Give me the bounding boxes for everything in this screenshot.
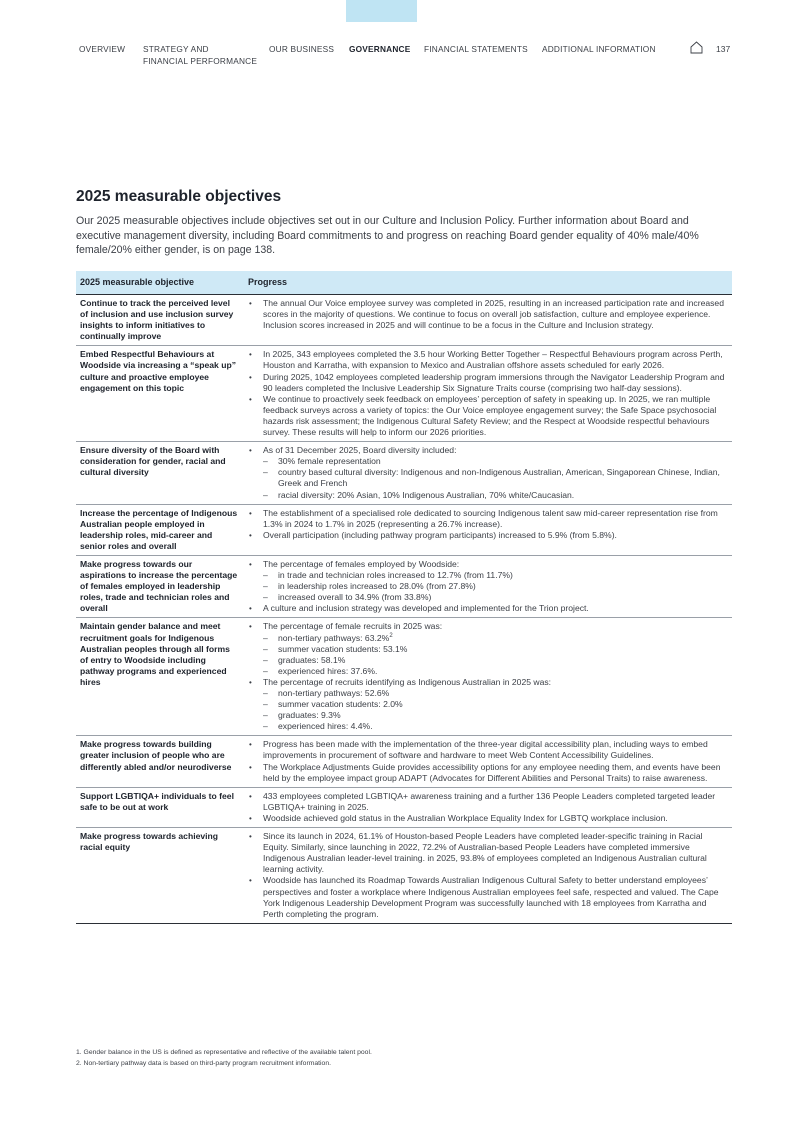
table-row	[76, 787, 732, 827]
objective-cell: Increase the percentage of Indigenous Australian people employed in leadership roles, mid-career and senior roles and overall	[76, 504, 244, 555]
table-row	[76, 618, 732, 736]
progress-subitem: – experienced hires: 37.6%.	[248, 666, 728, 677]
objective-cell: Maintain gender balance and meet recruitment goals for Indigenous Australian peoples through all forms of entry to Woodside including pathway programs and experienced hires	[76, 618, 244, 736]
progress-cell	[244, 618, 732, 736]
progress-bullet: • The annual Our Voice employee survey was completed in 2025, resulting in an increased participation rate and increased scores in the majority of questions. We continue to focus on overall job satisfaction, culture and employee experience. Inclusion scores increased in 2025 and will continue to be a focus in the Culture and Inclusion strategy.	[248, 298, 728, 331]
progress-bullet: • A culture and inclusion strategy was developed and implemented for the Trion project.	[248, 603, 728, 614]
progress-cell	[244, 442, 732, 504]
progress-subitem: – graduates: 58.1%	[248, 655, 728, 666]
progress-bullet: • The percentage of recruits identifying as Indigenous Australian in 2025 was:	[248, 677, 728, 688]
objective-cell: Support LGBTIQA+ individuals to feel safe to be out at work	[76, 787, 244, 827]
progress-bullet: • Woodside has launched its Roadmap Towards Australian Indigenous Cultural Safety to better understand employees’ perspectives and foster a workplace where Indigenous Australian employees feel safe, respected and valued. The Cape York Indigenous Leadership Development Program was successfully launched with 18 employees from Karratha and Perth completing the program.	[248, 875, 728, 919]
nav-additional-information[interactable]: ADDITIONAL INFORMATION	[542, 44, 656, 54]
progress-bullet: • The establishment of a specialised role dedicated to sourcing Indigenous talent saw mid-career representation rise from 1.3% in 2024 to 1.7% in 2025 (representing a 26.7% increase).	[248, 508, 728, 530]
progress-subitem	[248, 633, 728, 644]
home-icon[interactable]	[690, 41, 703, 54]
footnotes	[76, 1048, 372, 1069]
footnote: 1. Gender balance in the US is defined as representative and reflective of the available talent pool.	[76, 1049, 372, 1056]
progress-cell	[244, 346, 732, 442]
progress-bullet: • As of 31 December 2025, Board diversity included:	[248, 445, 728, 456]
progress-bullet: • Since its launch in 2024, 61.1% of Houston-based People Leaders have completed leader-specific training in Racial Equity. Similarly, since launching in 2022, 72.2% of Australian-based People Leaders have completed immersive Indigenous Australian leader-level training. in 2025, 93.8% of employees completed an Indigenous Australian cultural learning activity.	[248, 831, 728, 875]
progress-bullet: • Woodside achieved gold status in the Australian Workplace Equality Index for LGBTQ workplace inclusion.	[248, 813, 728, 824]
table-row	[76, 828, 732, 924]
progress-subitem: – summer vacation students: 53.1%	[248, 644, 728, 655]
objective-cell: Embed Respectful Behaviours at Woodside via increasing a “speak up” culture and proactive employee engagement on this topic	[76, 346, 244, 442]
objective-cell: Make progress towards achieving racial equity	[76, 828, 244, 924]
header-progress: Progress	[244, 271, 732, 295]
objective-cell: Ensure diversity of the Board with consideration for gender, racial and cultural diversity	[76, 442, 244, 504]
progress-bullet: • The percentage of female recruits in 2025 was:	[248, 621, 728, 632]
progress-bullet: • Progress has been made with the implementation of the three-year digital accessibility plan, including ways to embed improvements in procurement of software and hardware to meet Web Content Accessibility Guidelines.	[248, 739, 728, 761]
objective-cell: Continue to track the perceived level of inclusion and use inclusion survey insights to inform initiatives to continually improve	[76, 295, 244, 346]
nav-governance[interactable]: GOVERNANCE	[349, 44, 411, 54]
progress-subitem: – increased overall to 34.9% (from 33.8%)	[248, 592, 728, 603]
progress-cell	[244, 504, 732, 555]
progress-subitem: – in trade and technician roles increased to 12.7% (from 11.7%)	[248, 570, 728, 581]
progress-cell	[244, 736, 732, 787]
section-intro: Our 2025 measurable objectives include objectives set out in our Culture and Inclusion Policy. Further information about Board and executive management diversity, including Board commitments to and progress on reaching Board gender equality of 40% male/40% female/20% either gender, is on page 138.	[76, 215, 699, 257]
table-row	[76, 555, 732, 617]
footnote: 2. Non-tertiary pathway data is based on third-party program recruitment information.	[76, 1059, 331, 1067]
progress-subitem: – in leadership roles increased to 28.0% (from 27.8%)	[248, 581, 728, 592]
progress-subitem: – non-tertiary pathways: 52.6%	[248, 688, 728, 699]
nav-our-business[interactable]: OUR BUSINESS	[269, 44, 335, 54]
progress-bullet: • Overall participation (including pathway program participants) increased to 5.9% (from 5.8%).	[248, 530, 728, 541]
nav-financial-statements[interactable]: FINANCIAL STATEMENTS	[424, 44, 528, 54]
objective-cell: Make progress towards building greater inclusion of people who are differently abled and/or neurodiverse	[76, 736, 244, 787]
nav-overview[interactable]: OVERVIEW	[79, 44, 126, 54]
table-header-row	[76, 271, 732, 295]
footnote-ref: 2	[389, 632, 393, 639]
progress-bullet: • In 2025, 343 employees completed the 3.5 hour Working Better Together – Respectful Behaviours program across Perth, Houston and Karratha, with expansion to Mexico and Australian offshore assets scheduled for early 2026.	[248, 349, 728, 371]
nav-strategy-line2[interactable]: FINANCIAL PERFORMANCE	[143, 56, 258, 66]
progress-bullet: • The percentage of females employed by Woodside:	[248, 559, 728, 570]
progress-subitem: – 30% female representation	[248, 456, 728, 467]
progress-bullet: • We continue to proactively seek feedback on employees’ perception of safety in speaking up. In 2025, we ran multiple feedback surveys across a variety of topics: the Our Voice employee engagement survey; the Safe Space psychosocial hazards risk assessment; the Indigenous Cultural Safety Review; and the Respect at Woodside respectful behaviours survey. These results will help to inform our 2026 priorities.	[248, 394, 728, 438]
progress-cell	[244, 787, 732, 827]
progress-subitem: – experienced hires: 4.4%.	[248, 721, 728, 732]
table-row	[76, 442, 732, 504]
objectives-table	[76, 271, 732, 924]
progress-subitem-text: non-tertiary pathways: 63.2%	[278, 632, 390, 643]
page-number: 137	[716, 44, 731, 54]
progress-cell	[244, 828, 732, 924]
progress-cell	[244, 295, 732, 346]
nav-strategy-line1[interactable]: STRATEGY AND	[143, 44, 209, 54]
progress-subitem: – summer vacation students: 2.0%	[248, 699, 728, 710]
table-row	[76, 346, 732, 442]
section-title: 2025 measurable objectives	[76, 188, 282, 205]
table-row	[76, 295, 732, 346]
header-objective: 2025 measurable objective	[76, 271, 244, 295]
section-tab-marker	[346, 0, 417, 22]
progress-bullet: • The Workplace Adjustments Guide provides accessibility options for any employee needing them, and events have been held by the employee impact group ADAPT (Advocates for Different Abilities and Personal Traits) to raise awareness.	[248, 762, 728, 784]
table-row	[76, 736, 732, 787]
progress-subitem: – racial diversity: 20% Asian, 10% Indigenous Australian, 70% white/Caucasian.	[248, 490, 728, 501]
progress-bullet: • During 2025, 1042 employees completed leadership program immersions through the Navigator Leadership Program and 90 leaders completed the Inclusive Leadership Six Signature Traits course (comprising two half-day sessions).	[248, 372, 728, 394]
progress-subitem: – country based cultural diversity: Indigenous and non-Indigenous Australian, American, Singaporean Chinese, Indian, Greek and French	[248, 467, 728, 489]
progress-cell	[244, 555, 732, 617]
table-row	[76, 504, 732, 555]
progress-bullet: • 433 employees completed LGBTIQA+ awareness training and a further 136 People Leaders completed targeted leader LGBTIQA+ training in 2025.	[248, 791, 728, 813]
progress-subitem: – graduates: 9.3%	[248, 710, 728, 721]
objective-cell: Make progress towards our aspirations to increase the percentage of females employed in leadership roles, trade and technician roles and overall	[76, 555, 244, 617]
